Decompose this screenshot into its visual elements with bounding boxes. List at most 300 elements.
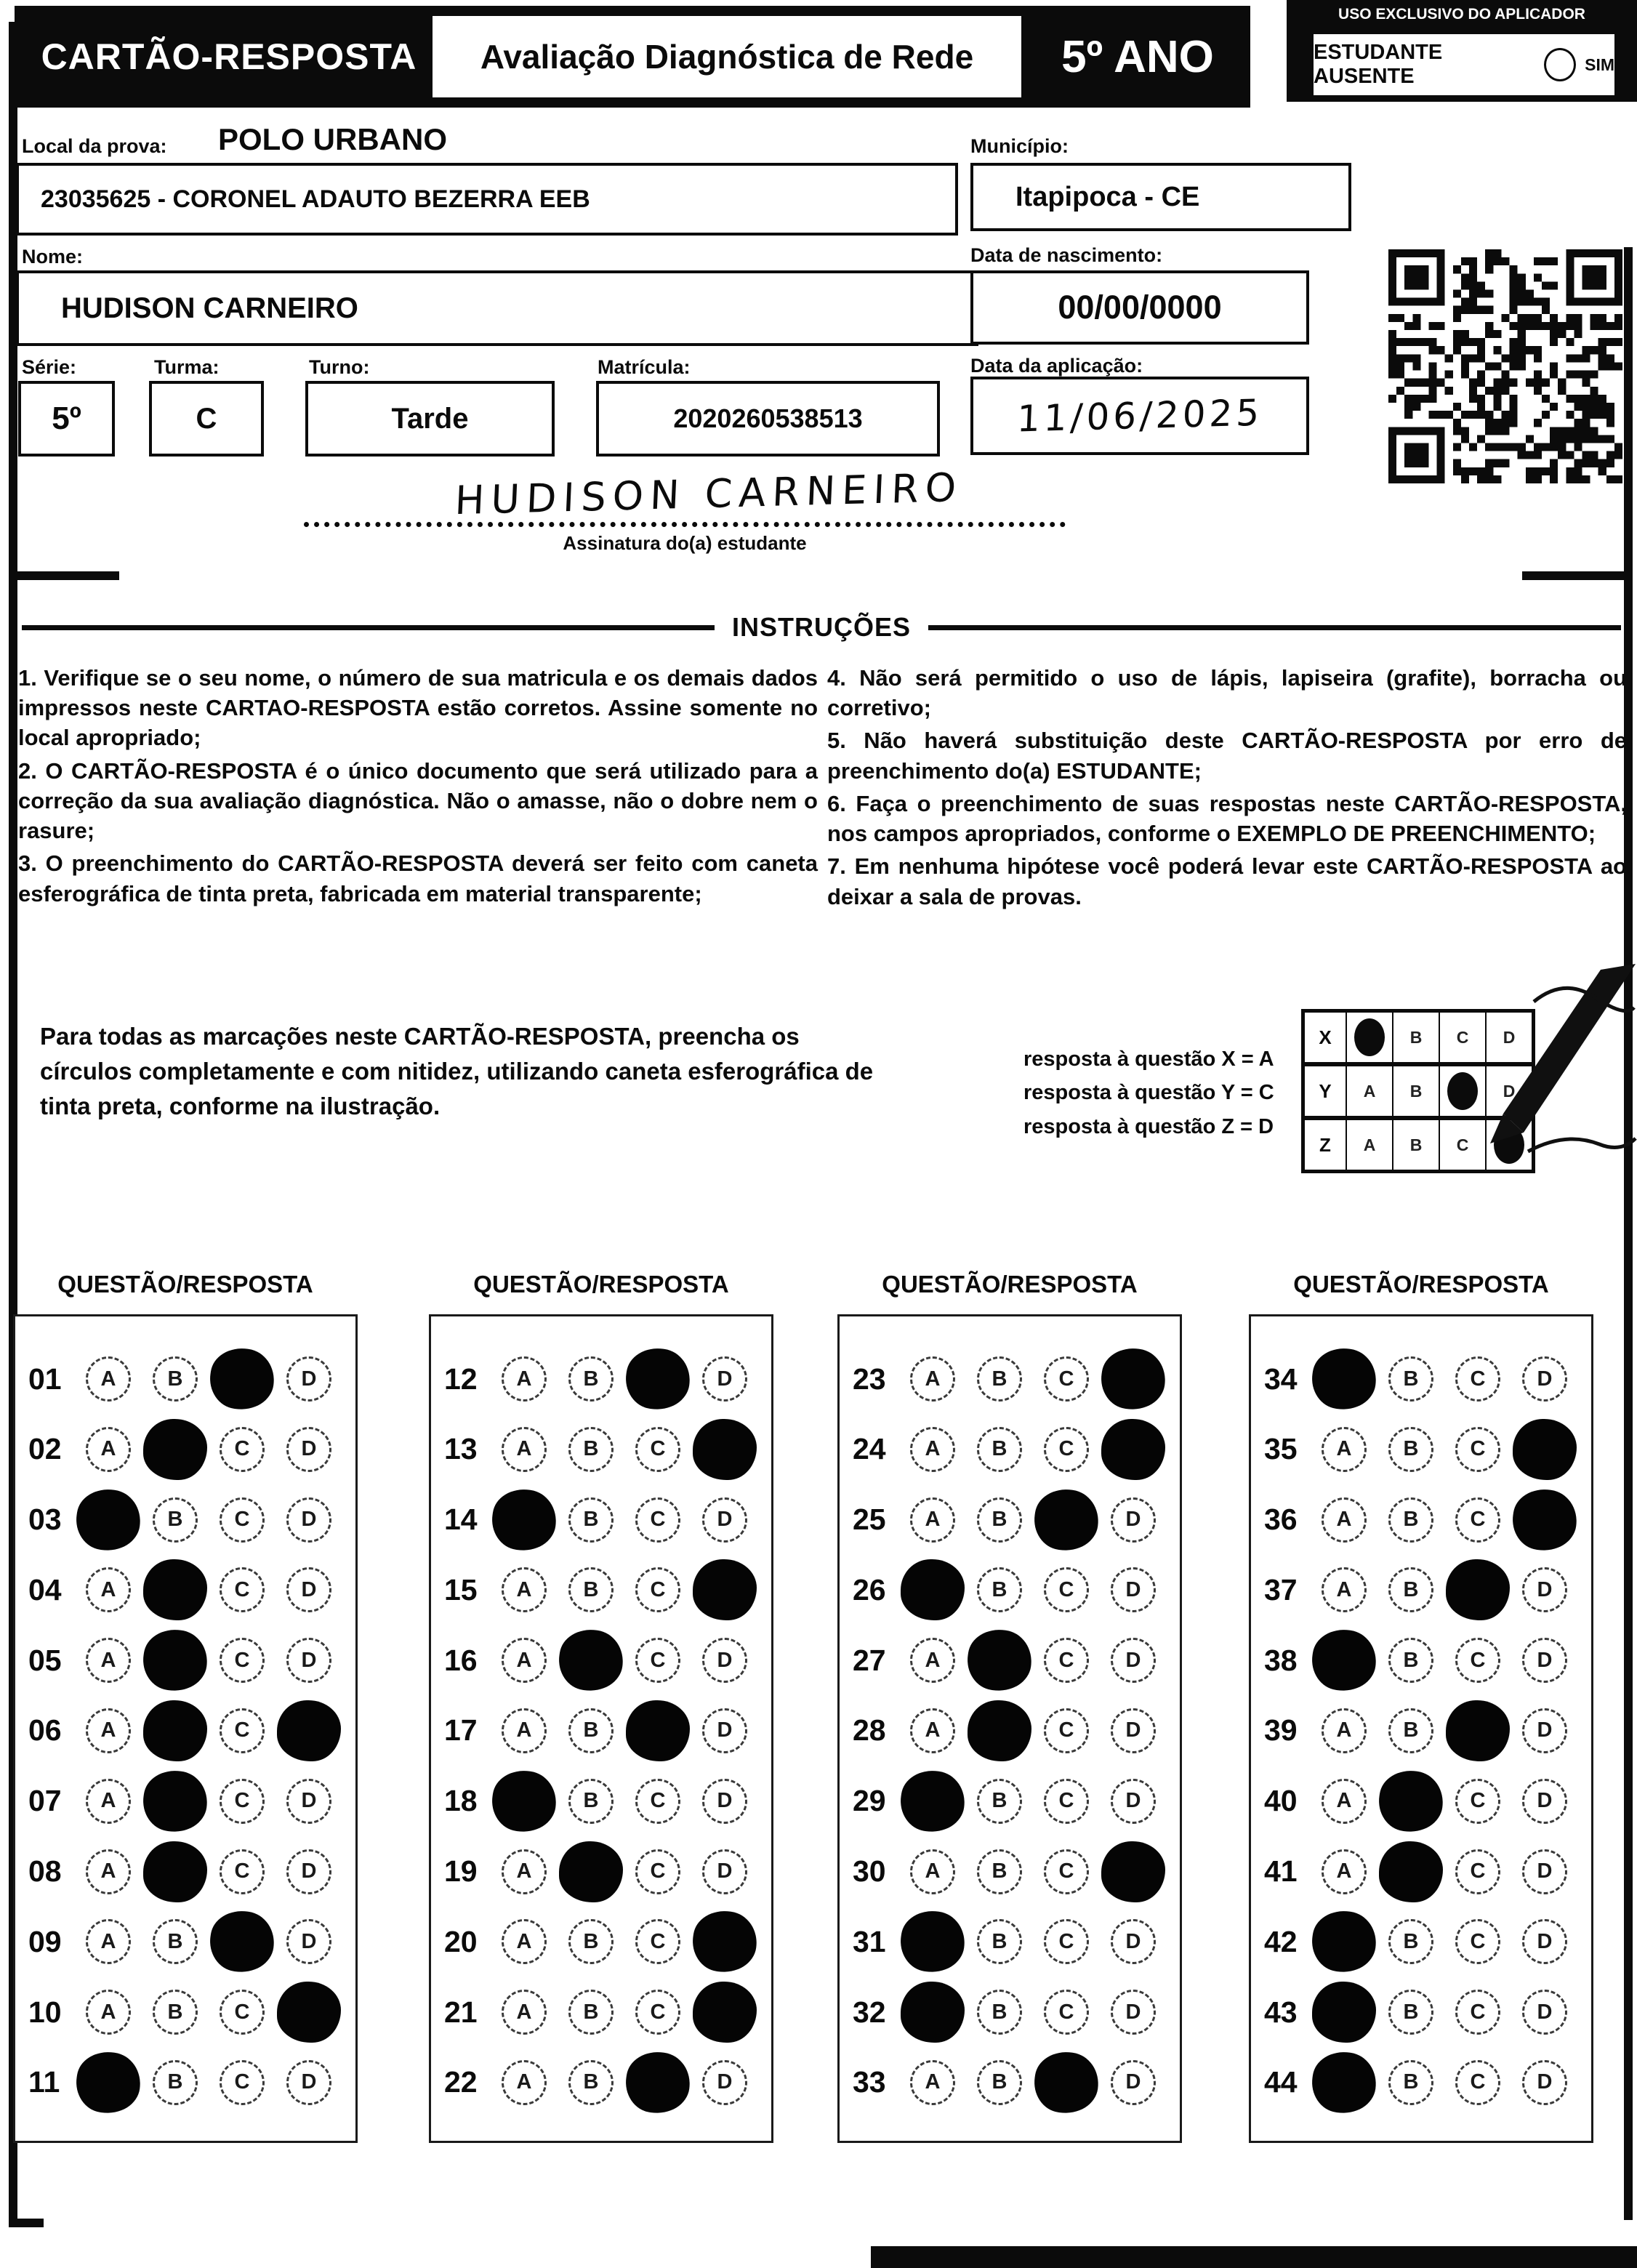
option-cell: [624, 1908, 691, 1975]
bubble-29-D[interactable]: D: [1111, 1779, 1156, 1824]
option-cell: [899, 1838, 966, 1905]
bubble-05-C[interactable]: C: [220, 1638, 265, 1683]
option-cell: [275, 1697, 342, 1764]
bubble-38-A-filled[interactable]: [1308, 1625, 1380, 1694]
bubble-27-C[interactable]: C: [1044, 1638, 1089, 1683]
bubble-30-A[interactable]: A: [910, 1849, 955, 1894]
bubble-30-C[interactable]: C: [1044, 1849, 1089, 1894]
option-cell: [624, 1979, 691, 2046]
bubble-11-A-filled[interactable]: [73, 2048, 145, 2117]
bubble-10-A[interactable]: A: [86, 1990, 131, 2035]
bubble-08-D[interactable]: D: [286, 1849, 331, 1894]
bubble-27-D[interactable]: D: [1111, 1638, 1156, 1683]
option-cell: [558, 1556, 624, 1623]
question-number: 26: [853, 1572, 886, 1606]
bubble-13-B[interactable]: B: [568, 1427, 614, 1472]
bubble-44-B[interactable]: B: [1388, 2060, 1433, 2105]
bubble-01-A[interactable]: A: [86, 1356, 131, 1402]
option-cell: [75, 1979, 142, 2046]
instructions-left-column: [18, 663, 818, 912]
matricula-value: 2020260538513: [673, 403, 863, 433]
bubble-10-B[interactable]: B: [153, 1990, 198, 2035]
option-cell: [209, 1346, 275, 1412]
bubble-20-A[interactable]: A: [502, 1919, 547, 1964]
bubble-04-A[interactable]: A: [86, 1567, 131, 1612]
bubble-34-C[interactable]: C: [1455, 1356, 1500, 1402]
question-row-08: [15, 1838, 355, 1905]
question-number: 43: [1264, 1995, 1298, 2029]
option-cell: [1444, 1697, 1511, 1764]
bubble-14-C[interactable]: C: [635, 1497, 680, 1543]
option-cell: [142, 1768, 209, 1835]
option-cell: [691, 1697, 758, 1764]
bubble-17-A[interactable]: A: [502, 1708, 547, 1753]
option-cell: [1033, 2049, 1100, 2116]
option-cell: [691, 1416, 758, 1483]
bubble-03-B[interactable]: B: [153, 1497, 198, 1543]
question-number: 35: [1264, 1432, 1298, 1466]
option-cell: [899, 2049, 966, 2116]
bubble-17-B[interactable]: B: [568, 1708, 614, 1753]
bubble-01-B[interactable]: B: [153, 1356, 198, 1402]
bubble-28-D[interactable]: D: [1111, 1708, 1156, 1753]
local-label: Local da prova:: [22, 135, 167, 157]
bubble-01-D[interactable]: D: [286, 1356, 331, 1402]
bubble-30-B[interactable]: B: [977, 1849, 1022, 1894]
question-number: 20: [444, 1924, 478, 1958]
bubble-08-B-filled[interactable]: [143, 1841, 207, 1902]
bubble-09-B[interactable]: B: [153, 1919, 198, 1964]
bubble-08-C[interactable]: C: [220, 1849, 265, 1894]
bubble-38-D[interactable]: D: [1522, 1638, 1567, 1683]
question-row-19: [431, 1838, 771, 1905]
question-row-27: [840, 1627, 1180, 1694]
bubble-16-B-filled[interactable]: [555, 1625, 627, 1694]
bubble-40-A[interactable]: A: [1322, 1779, 1367, 1824]
option-cell: [1444, 1556, 1511, 1623]
question-row-01: [15, 1346, 355, 1412]
bubble-25-A[interactable]: A: [910, 1497, 955, 1543]
bubble-41-D[interactable]: D: [1522, 1849, 1567, 1894]
option-cell: [1311, 1346, 1377, 1412]
turno-field: [305, 381, 555, 457]
bubble-04-B-filled[interactable]: [143, 1559, 207, 1620]
bubble-31-A-filled[interactable]: [897, 1907, 969, 1977]
question-row-38: [1251, 1627, 1591, 1694]
option-cell: [491, 1346, 558, 1412]
bubble-22-A[interactable]: A: [502, 2060, 547, 2105]
bubble-36-A[interactable]: A: [1322, 1497, 1367, 1543]
option-cell: [1100, 2049, 1167, 2116]
bubble-39-C-filled[interactable]: [1446, 1700, 1510, 1761]
bubble-03-A-filled[interactable]: [73, 1485, 145, 1554]
bubble-12-A[interactable]: A: [502, 1356, 547, 1402]
absent-sim-bubble[interactable]: [1544, 48, 1576, 81]
divider-line: [22, 625, 715, 630]
bubble-33-A[interactable]: A: [910, 2060, 955, 2105]
bubble-43-B[interactable]: B: [1388, 1990, 1433, 2035]
bubble-21-A[interactable]: A: [502, 1990, 547, 2035]
bubble-19-B-filled[interactable]: [559, 1841, 623, 1902]
option-cell: [209, 1556, 275, 1623]
bubble-26-C[interactable]: C: [1044, 1567, 1089, 1612]
bubble-44-C[interactable]: C: [1455, 2060, 1500, 2105]
bubble-42-C[interactable]: C: [1455, 1919, 1500, 1964]
bubble-07-B-filled[interactable]: [140, 1766, 212, 1835]
bubble-40-C[interactable]: C: [1455, 1779, 1500, 1824]
bubble-33-C-filled[interactable]: [1031, 2048, 1103, 2117]
option-cell: [1033, 1416, 1100, 1483]
option-cell: [1444, 1346, 1511, 1412]
bubble-03-D[interactable]: D: [286, 1497, 331, 1543]
bubble-19-C[interactable]: C: [635, 1849, 680, 1894]
question-row-17: [431, 1697, 771, 1764]
bubble-06-A[interactable]: A: [86, 1708, 131, 1753]
bubble-02-D[interactable]: D: [286, 1427, 331, 1472]
question-number: 36: [1264, 1503, 1298, 1537]
bubble-16-C[interactable]: C: [635, 1638, 680, 1683]
option-cell: [1511, 1908, 1578, 1975]
bubble-44-D[interactable]: D: [1522, 2060, 1567, 2105]
option-cell: [75, 1556, 142, 1623]
option-cell: [75, 1908, 142, 1975]
nascimento-value: 00/00/0000: [1058, 289, 1222, 326]
answers-column-4: [1249, 1314, 1593, 2143]
question-number: 28: [853, 1713, 886, 1748]
bubble-23-D-filled[interactable]: [1098, 1344, 1170, 1413]
option-cell: [75, 1838, 142, 1905]
bubble-37-A[interactable]: A: [1322, 1567, 1367, 1612]
bubble-21-D-filled[interactable]: [693, 1982, 757, 2043]
bubble-33-D[interactable]: D: [1111, 2060, 1156, 2105]
bubble-19-D[interactable]: D: [702, 1849, 747, 1894]
bubble-34-D[interactable]: D: [1522, 1356, 1567, 1402]
turma-label: Turma:: [154, 356, 220, 378]
bubble-06-B-filled[interactable]: [143, 1700, 207, 1761]
bubble-21-C[interactable]: C: [635, 1990, 680, 2035]
example-question-label: X: [1319, 1026, 1332, 1048]
nome-label: Nome:: [22, 246, 84, 268]
option-cell: [899, 1556, 966, 1623]
bubble-17-D[interactable]: D: [702, 1708, 747, 1753]
bubble-35-C[interactable]: C: [1455, 1427, 1500, 1472]
option-cell: [1444, 1838, 1511, 1905]
aplicacao-handwritten-value: 11/06/2025: [1015, 391, 1264, 441]
bubble-43-A-filled[interactable]: [1312, 1982, 1376, 2043]
bubble-24-C[interactable]: C: [1044, 1427, 1089, 1472]
bubble-15-A[interactable]: A: [502, 1567, 547, 1612]
option-cell: [1511, 1697, 1578, 1764]
option-cell: [691, 2049, 758, 2116]
option-cell: [1033, 1487, 1100, 1553]
option-cell: [1444, 1416, 1511, 1483]
bubble-39-D[interactable]: D: [1522, 1708, 1567, 1753]
bubble-32-B[interactable]: B: [977, 1990, 1022, 2035]
question-number: 06: [28, 1713, 62, 1748]
bubble-02-C[interactable]: C: [220, 1427, 265, 1472]
bubble-32-A-filled[interactable]: [901, 1982, 965, 2043]
question-row-10: [15, 1979, 355, 2046]
bubble-09-C-filled[interactable]: [206, 1907, 278, 1977]
bubble-26-D[interactable]: D: [1111, 1567, 1156, 1612]
bubble-41-A[interactable]: A: [1322, 1849, 1367, 1894]
option-cell: [1311, 1697, 1377, 1764]
question-row-02: [15, 1416, 355, 1483]
bubble-15-B[interactable]: B: [568, 1567, 614, 1612]
bubble-07-A[interactable]: A: [86, 1779, 131, 1824]
bubble-19-A[interactable]: A: [502, 1849, 547, 1894]
question-row-30: [840, 1838, 1180, 1905]
bubble-09-D[interactable]: D: [286, 1919, 331, 1964]
bubble-20-C[interactable]: C: [635, 1919, 680, 1964]
option-cell: [142, 1838, 209, 1905]
option-cell: [899, 1416, 966, 1483]
question-number: 37: [1264, 1572, 1298, 1606]
absent-box: [1311, 32, 1617, 97]
bubble-12-C-filled[interactable]: [622, 1344, 694, 1413]
option-cell: [209, 1487, 275, 1553]
turma-value: C: [196, 402, 217, 435]
bubble-14-A-filled[interactable]: [488, 1485, 560, 1554]
bubble-41-C[interactable]: C: [1455, 1849, 1500, 1894]
option-cell: [1100, 1697, 1167, 1764]
bubble-25-B[interactable]: B: [977, 1497, 1022, 1543]
option-cell: [275, 2049, 342, 2116]
bubble-09-A[interactable]: A: [86, 1919, 131, 1964]
question-row-42: [1251, 1908, 1591, 1975]
matricula-label: Matrícula:: [598, 356, 691, 378]
question-row-09: [15, 1908, 355, 1975]
bubble-12-D[interactable]: D: [702, 1356, 747, 1402]
bubble-37-C-filled[interactable]: [1446, 1559, 1510, 1620]
bubble-16-A[interactable]: A: [502, 1638, 547, 1683]
bubble-41-B-filled[interactable]: [1379, 1841, 1443, 1902]
example-bubble-C: C: [1439, 1013, 1485, 1062]
bubble-31-B[interactable]: B: [977, 1919, 1022, 1964]
bubble-07-D[interactable]: D: [286, 1779, 331, 1824]
bubble-23-A[interactable]: A: [910, 1356, 955, 1402]
bubble-39-B[interactable]: B: [1388, 1708, 1433, 1753]
option-cell: [558, 1627, 624, 1694]
question-row-22: [431, 2049, 771, 2116]
turno-label: Turno:: [309, 356, 370, 378]
option-cell: [275, 1627, 342, 1694]
bubble-22-B[interactable]: B: [568, 2060, 614, 2105]
bubble-36-C[interactable]: C: [1455, 1497, 1500, 1543]
question-number: 40: [1264, 1784, 1298, 1818]
bubble-25-C-filled[interactable]: [1031, 1485, 1103, 1554]
bubble-23-C[interactable]: C: [1044, 1356, 1089, 1402]
question-row-06: [15, 1697, 355, 1764]
bubble-28-B-filled[interactable]: [968, 1700, 1031, 1761]
bubble-24-A[interactable]: A: [910, 1427, 955, 1472]
bubble-11-B[interactable]: B: [153, 2060, 198, 2105]
bubble-13-C[interactable]: C: [635, 1427, 680, 1472]
bubble-43-D[interactable]: D: [1522, 1990, 1567, 2035]
option-cell: [1511, 1768, 1578, 1835]
bubble-27-A[interactable]: A: [910, 1638, 955, 1683]
bubble-05-D[interactable]: D: [286, 1638, 331, 1683]
option-cell: [624, 1556, 691, 1623]
question-row-33: [840, 2049, 1180, 2116]
bubble-26-B[interactable]: B: [977, 1567, 1022, 1612]
bubble-17-C-filled[interactable]: [626, 1700, 690, 1761]
option-cell: [1511, 1346, 1578, 1412]
bubble-21-B[interactable]: B: [568, 1990, 614, 2035]
question-row-11: [15, 2049, 355, 2116]
option-cell: [491, 1416, 558, 1483]
bubble-18-D[interactable]: D: [702, 1779, 747, 1824]
bubble-26-A-filled[interactable]: [901, 1559, 965, 1620]
bubble-29-B[interactable]: B: [977, 1779, 1022, 1824]
bubble-28-C[interactable]: C: [1044, 1708, 1089, 1753]
option-cell: [1033, 1838, 1100, 1905]
bubble-34-A-filled[interactable]: [1308, 1344, 1380, 1413]
bubble-42-A-filled[interactable]: [1308, 1907, 1380, 1977]
bubble-12-B[interactable]: B: [568, 1356, 614, 1402]
aplicacao-label: Data da aplicação:: [970, 355, 1143, 377]
bubble-38-B[interactable]: B: [1388, 1638, 1433, 1683]
bubble-38-C[interactable]: C: [1455, 1638, 1500, 1683]
bubble-29-C[interactable]: C: [1044, 1779, 1089, 1824]
bubble-18-A-filled[interactable]: [488, 1766, 560, 1835]
option-cell: [691, 1768, 758, 1835]
bubble-13-D-filled[interactable]: [693, 1419, 757, 1480]
bubble-31-D[interactable]: D: [1111, 1919, 1156, 1964]
question-row-04: [15, 1556, 355, 1623]
option-cell: [75, 1346, 142, 1412]
bubble-22-C-filled[interactable]: [622, 2048, 694, 2117]
question-row-39: [1251, 1697, 1591, 1764]
question-row-40: [1251, 1768, 1591, 1835]
option-cell: [966, 2049, 1033, 2116]
bubble-32-C[interactable]: C: [1044, 1990, 1089, 2035]
bubble-07-C[interactable]: C: [220, 1779, 265, 1824]
bubble-06-D-filled[interactable]: [277, 1700, 341, 1761]
bubble-11-D[interactable]: D: [286, 2060, 331, 2105]
question-number: 10: [28, 1995, 62, 2029]
bubble-10-C[interactable]: C: [220, 1990, 265, 2035]
bubble-04-C[interactable]: C: [220, 1567, 265, 1612]
serie-label: Série:: [22, 356, 77, 378]
option-cell: [491, 1487, 558, 1553]
option-cell: [691, 1556, 758, 1623]
option-cell: [691, 1346, 758, 1412]
bubble-18-B[interactable]: B: [568, 1779, 614, 1824]
signature-line[interactable]: [304, 480, 1066, 527]
bubble-02-A[interactable]: A: [86, 1427, 131, 1472]
bubble-23-B[interactable]: B: [977, 1356, 1022, 1402]
bubble-13-A[interactable]: A: [502, 1427, 547, 1472]
bubble-08-A[interactable]: A: [86, 1849, 131, 1894]
option-cell: [209, 1416, 275, 1483]
bubble-05-A[interactable]: A: [86, 1638, 131, 1683]
bubble-35-D-filled[interactable]: [1513, 1419, 1577, 1480]
option-cell: [1511, 1838, 1578, 1905]
bubble-35-A[interactable]: A: [1322, 1427, 1367, 1472]
bubble-15-D-filled[interactable]: [693, 1559, 757, 1620]
bubble-36-B[interactable]: B: [1388, 1497, 1433, 1543]
option-cell: [1311, 1979, 1377, 2046]
option-cell: [1444, 1908, 1511, 1975]
header-band: [15, 6, 1250, 108]
bubble-39-A[interactable]: A: [1322, 1708, 1367, 1753]
bubble-40-D[interactable]: D: [1522, 1779, 1567, 1824]
question-row-31: [840, 1908, 1180, 1975]
bubble-11-C[interactable]: C: [220, 2060, 265, 2105]
bubble-16-D[interactable]: D: [702, 1638, 747, 1683]
bubble-34-B[interactable]: B: [1388, 1356, 1433, 1402]
bubble-14-D[interactable]: D: [702, 1497, 747, 1543]
bubble-40-B-filled[interactable]: [1375, 1766, 1447, 1835]
nascimento-label: Data de nascimento:: [970, 244, 1163, 266]
bubble-30-D-filled[interactable]: [1101, 1841, 1165, 1902]
option-cell: [142, 1556, 209, 1623]
bubble-36-D-filled[interactable]: [1509, 1485, 1581, 1554]
bubble-37-D[interactable]: D: [1522, 1567, 1567, 1612]
bubble-42-B[interactable]: B: [1388, 1919, 1433, 1964]
bubble-14-B[interactable]: B: [568, 1497, 614, 1543]
bubble-28-A[interactable]: A: [910, 1708, 955, 1753]
bubble-24-D-filled[interactable]: [1101, 1419, 1165, 1480]
bubble-32-D[interactable]: D: [1111, 1990, 1156, 2035]
bubble-42-D[interactable]: D: [1522, 1919, 1567, 1964]
bubble-10-D-filled[interactable]: [277, 1982, 341, 2043]
option-cell: [142, 2049, 209, 2116]
marking-note: Para todas as marcações neste CARTÃO-RESPOSTA, preencha os círculos completamente e com nitidez, utilizando caneta esferográfica de tinta preta, conforme na ilustração.: [40, 1023, 874, 1119]
question-number: 44: [1264, 2065, 1298, 2099]
option-cell: [624, 1346, 691, 1412]
option-cell: [209, 2049, 275, 2116]
bubble-20-D-filled[interactable]: [689, 1907, 761, 1977]
bubble-20-B[interactable]: B: [568, 1919, 614, 1964]
bubble-05-B-filled[interactable]: [140, 1625, 212, 1694]
bubble-24-B[interactable]: B: [977, 1427, 1022, 1472]
question-row-07: [15, 1768, 355, 1835]
bubble-25-D[interactable]: D: [1111, 1497, 1156, 1543]
bubble-22-D[interactable]: D: [702, 2060, 747, 2105]
bubble-35-B[interactable]: B: [1388, 1427, 1433, 1472]
bubble-03-C[interactable]: C: [220, 1497, 265, 1543]
bubble-33-B[interactable]: B: [977, 2060, 1022, 2105]
example-bubble-A: A: [1346, 1120, 1392, 1170]
bubble-44-A-filled[interactable]: [1308, 2048, 1380, 2117]
bubble-37-B[interactable]: B: [1388, 1567, 1433, 1612]
bubble-18-C[interactable]: C: [635, 1779, 680, 1824]
option-cell: [1033, 1346, 1100, 1412]
grade-badge: 5º ANO: [1061, 31, 1214, 82]
right-edge-mark: [1624, 247, 1633, 2220]
instruction-item: 5. Não haverá substituição deste CARTÃO-RESPOSTA por erro de preenchimento do(a) ESTUDANTE;: [827, 728, 1627, 784]
bubble-43-C[interactable]: C: [1455, 1990, 1500, 2035]
serie-value: 5º: [52, 401, 81, 436]
bubble-31-C[interactable]: C: [1044, 1919, 1089, 1964]
bubble-29-A-filled[interactable]: [897, 1766, 969, 1835]
bubble-04-D[interactable]: D: [286, 1567, 331, 1612]
option-cell: [1511, 1556, 1578, 1623]
bubble-02-B-filled[interactable]: [143, 1419, 207, 1480]
option-cell: [209, 1697, 275, 1764]
option-cell: [1377, 2049, 1444, 2116]
option-cell: [275, 1346, 342, 1412]
bubble-27-B-filled[interactable]: [964, 1625, 1036, 1694]
option-cell: [1377, 1768, 1444, 1835]
bubble-06-C[interactable]: C: [220, 1708, 265, 1753]
bubble-01-C-filled[interactable]: [206, 1344, 278, 1413]
bubble-15-C[interactable]: C: [635, 1567, 680, 1612]
answers-column-header: QUESTÃO/RESPOSTA: [57, 1271, 313, 1298]
question-number: 19: [444, 1854, 478, 1889]
